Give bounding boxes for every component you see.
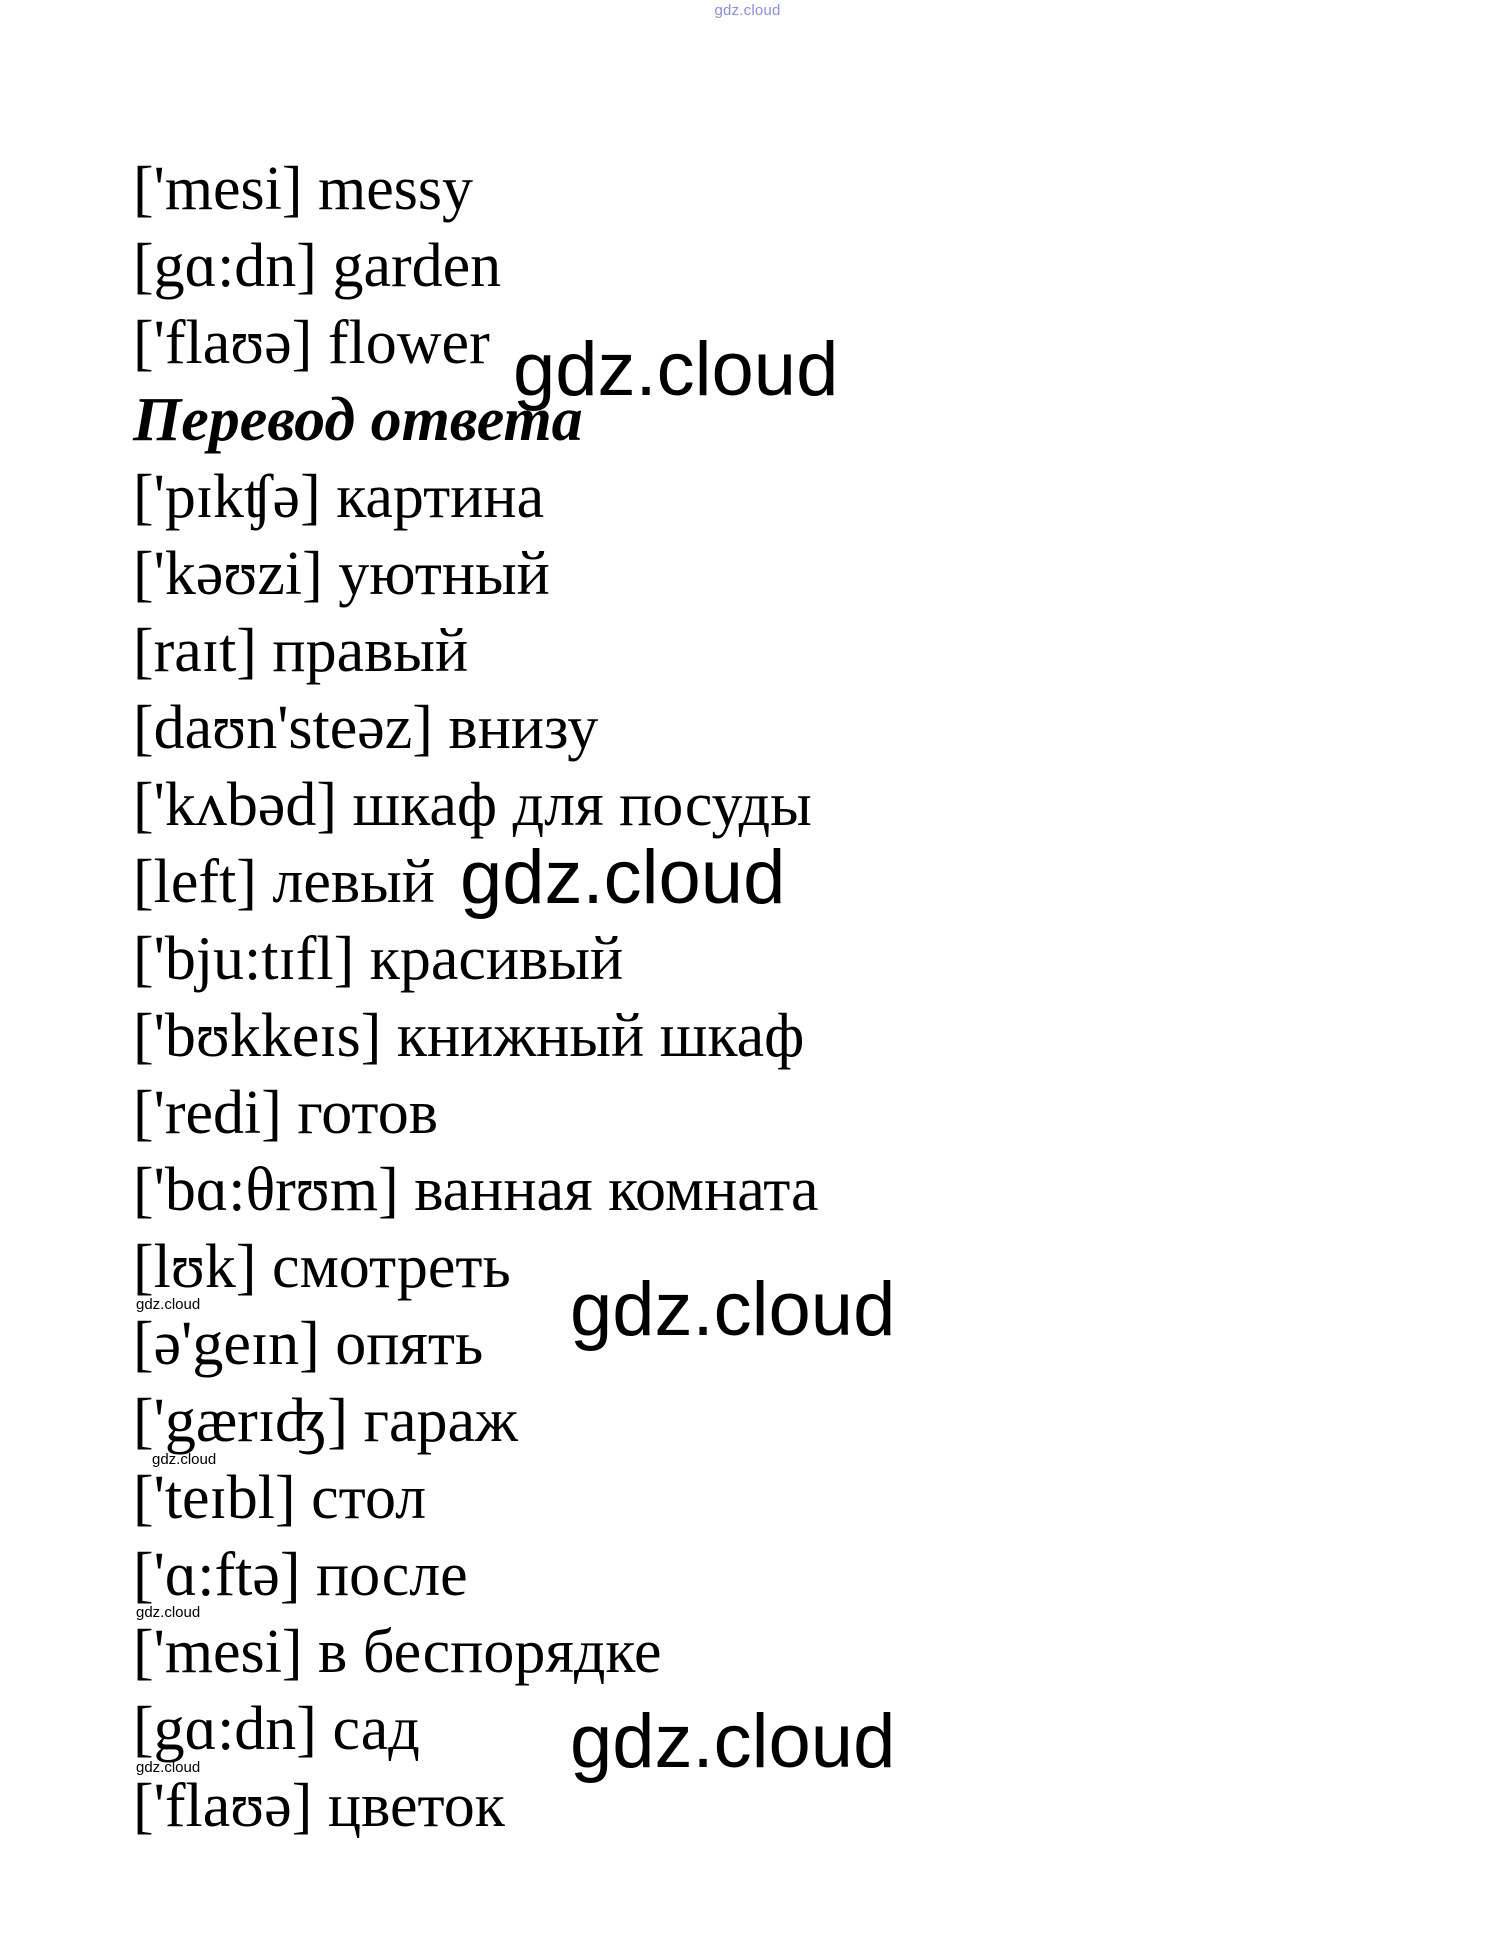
vocab-line: ['gærɪʤ] гараж: [133, 1387, 518, 1455]
vocab-line: ['bɑ:θrʊm] ванная комната: [133, 1156, 819, 1224]
watermark-small: gdz.cloud: [136, 1604, 201, 1621]
vocab-line: ['kəʊzi] уютный: [133, 540, 550, 608]
vocab-line: ['bʊkkeɪs] книжный шкаф: [133, 1002, 805, 1070]
vocab-line: ['teɪbl] стол: [133, 1464, 427, 1532]
watermark-small: gdz.cloud: [136, 1759, 201, 1776]
watermark-large: gdz.cloud: [570, 1267, 896, 1352]
watermark-large: gdz.cloud: [460, 835, 786, 920]
watermark-large: gdz.cloud: [570, 1699, 896, 1784]
watermark-large: gdz.cloud: [513, 327, 839, 412]
watermark-small: gdz.cloud: [152, 1451, 217, 1468]
vocab-line: ['flaʊə] flower: [133, 309, 490, 377]
vocab-line: ['bju:tɪfl] красивый: [133, 925, 624, 993]
vocab-line: ['mesi] messy: [133, 155, 474, 223]
vocab-line: [left] левый: [133, 848, 435, 916]
vocab-line: ['redi] готов: [133, 1079, 438, 1147]
watermark-small: gdz.cloud: [136, 1296, 201, 1313]
vocab-line: ['mesi] в беспорядке: [133, 1618, 662, 1686]
vocab-line: [gɑ:dn] garden: [133, 232, 502, 300]
top-watermark: gdz.cloud: [714, 2, 781, 19]
vocab-line: [raɪt] правый: [133, 617, 469, 685]
vocab-line: [daʊn'steəz] внизу: [133, 694, 599, 762]
vocab-line: ['flaʊə] цветок: [133, 1772, 505, 1840]
vocab-line: [gɑ:dn] сад: [133, 1695, 420, 1763]
vocab-line: ['ɑ:ftə] после: [133, 1541, 468, 1609]
vocab-line: ['pɪkʧə] картина: [133, 463, 545, 531]
vocab-line: [lʊk] смотреть: [133, 1233, 511, 1301]
vocab-line: ['kʌbəd] шкаф для посуды: [133, 771, 812, 839]
section-heading: Перевод ответа: [133, 386, 583, 454]
vocab-line: [ə'geɪn] опять: [133, 1310, 484, 1378]
